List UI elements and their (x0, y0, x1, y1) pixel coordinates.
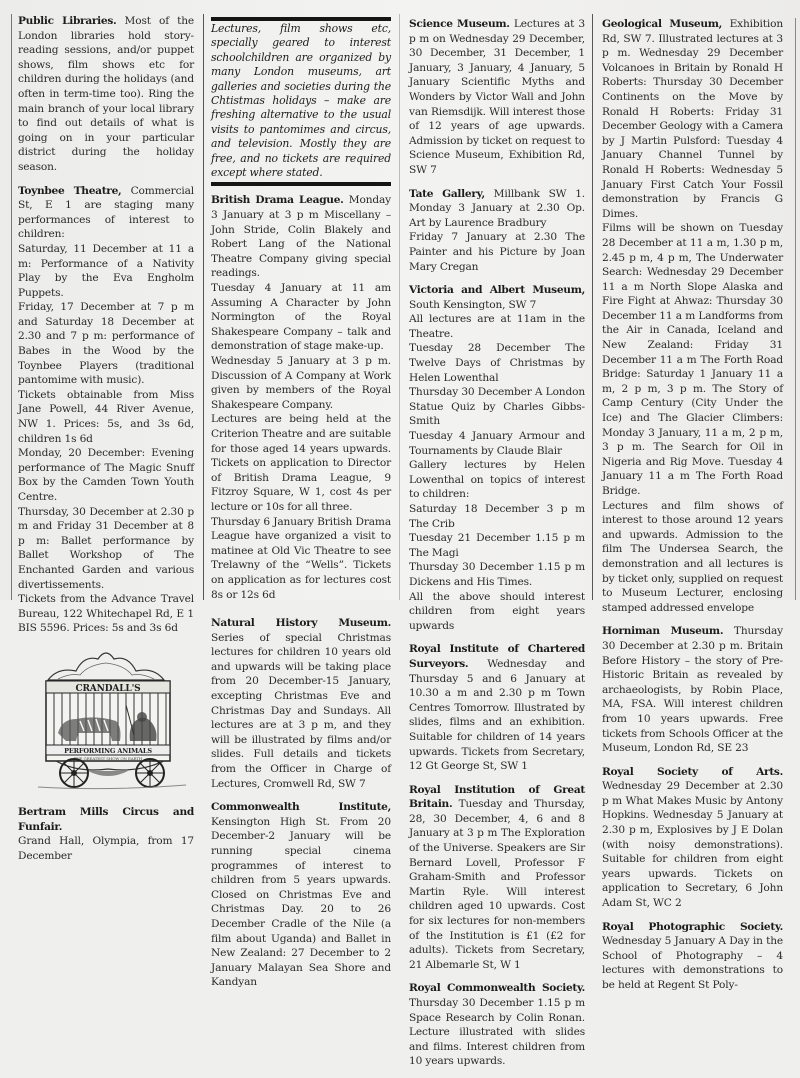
entry-royal-society-of-arts (602, 765, 783, 911)
entry-text: Grand Hall, Olympia, from 17 December (18, 835, 194, 862)
column-rule (11, 14, 12, 600)
entry-heading: Toynbee Theatre, (18, 184, 122, 197)
entry-text: Friday, 17 December at 7 p m and Saturday 18 December at 2.30 and 7 p m: performance of Babes in the Wood by the Toynbee Players (traditional pantomime with music). (18, 301, 194, 387)
column-rule (399, 14, 400, 600)
entry-text: Lectures at 3 p m on Wednesday 29 December, 30 December, 31 December, 1 January, 3 January, 4 January, 5 January Scientific Myths and Wonders by Victor Wall and John van Riemsdijk. Will interest those of 12 years of age upwards. Admission by ticket on request to Science Museum, Exhibition Rd, SW 7 (409, 18, 585, 176)
entry-text: Thursday 30 December A London Statue Quiz by Charles Gibbs-Smith (409, 386, 585, 428)
entry-text: South Kensington, SW 7 (409, 298, 537, 311)
entry-geological-museum (602, 17, 783, 615)
entry-science-museum (409, 17, 585, 178)
entry-royal-institute-chartered-surveyors (409, 642, 585, 773)
entry-text: Tuesday 4 January Armour and Tournaments by Claude Blair (409, 430, 585, 457)
column-4 (602, 17, 783, 1002)
entry-text: Exhibition Rd, SW 7. Illustrated lectures at 3 p m. Wednesday 29 December Volcanoes in Britain by Ronald H Roberts: Thursday 30 December Continents on the Move by Ronald H Roberts: Friday 31 December Geology with a Camera by J Martin Pulsford: Tuesday 4 January Channel Tunnel by Ronald H Roberts: Wednesday 5 January First Catch Your Fossil demonstration by Francis G Dimes. (602, 18, 783, 220)
entry-text: Friday 7 January at 2.30 The Painter and his Picture by Joan Mary Cregan (409, 231, 585, 273)
entry-text: All lectures are at 11am in the Theatre. (409, 313, 585, 340)
entry-heading: Victoria and Albert Museum, (409, 284, 585, 297)
entry-text: Tickets from the Advance Travel Bureau, 122 Whitechapel Rd, E 1 BIS 5596. Prices: 5s and 3s 6d (18, 593, 194, 635)
entry-text: Wednesday 5 January at 3 p m. Discussion of A Company at Work given by members of the Royal Shakespeare Company. (211, 355, 391, 411)
entry-text: Kensington High St. From 20 December-2 January will be running special cinema programmes of interest to children from 5 years upwards. Closed on Christmas Eve and Christmas Day. 20 to 26 December Cradle of the Nile (a film about Uganda) and Ballet in New Zealand: 27 December to 2 January Malayan Sea Shore and Kandyan (211, 815, 391, 989)
entry-text: Commercial St, E 1 are staging many performances of interest to children: (18, 184, 194, 241)
column-1 (18, 14, 194, 872)
entry-text: Wednesday 29 December at 2.30 p m What Makes Music by Antony Hopkins. Wednesday 5 January at 2.30 p m, Explosives by J E Dolan (with noisy demonstrations). Suitable for children from eight years upwards. Tickets on application to Secretary, 6 John Adam St, WC 2 (602, 780, 783, 910)
entry-text: Thursday, 30 December at 2.30 p m and Friday 31 December at 8 p m: Ballet performance by Ballet Workshop of The Enchanted Garden and various divertissements. (18, 505, 194, 591)
entry-heading: Royal Institute of Chartered Surveyors. (409, 643, 585, 670)
entry-heading: Science Museum. (409, 18, 510, 30)
entry-text: Tuesday and Thursday, 28, 30 December, 4, 6 and 8 January at 3 p m The Exploration of the Universe. Speakers are Sir Bernard Lovell, Professor F Graham-Smith and Professor Martin Ryle. Will interest children aged 10 upwards. Cost for six lectures for non-members of the Institution is £1 (£2 for adults). Tickets from Secretary, 21 Albemarle St, W 1 (409, 798, 585, 971)
entry-heading: Public Libraries. (18, 15, 117, 27)
entry-heading: Geological Museum, (602, 18, 723, 30)
entry-heading: Royal Commonwealth Society. (409, 982, 585, 995)
column-3 (409, 17, 585, 1078)
entry-text: Thursday 30 December at 2.30 p m. Britain Before History – the story of Pre-Historic Britain as revealed by archaeologists, by Robin Place, MA, FSA. Will interest children from 10 years upwards. Free tickets from Schools Officer at the Museum, London Rd, SE 23 (602, 625, 784, 755)
column-2 (211, 17, 391, 999)
entry-british-drama-league (211, 193, 391, 602)
entry-text: All the above should interest children from eight years upwards (409, 590, 585, 632)
entry-text: Saturday 18 December 3 p m The Crib (409, 503, 585, 530)
entry-heading: British Drama League. (211, 194, 344, 207)
entry-heading: Royal Photographic Society. (602, 920, 783, 933)
entry-text: Monday 3 January at 3 p m Miscellany – John Stride, Colin Blakely and Robert Lang of the National Theatre Company giving special readings. (211, 194, 391, 280)
entry-text: Films will be shown on Tuesday 28 December at 11 a m, 1.30 p m, 2.45 p m, 4 p m, The Underwater Search: Wednesday 29 December 11 a m North Slope Alaska and Fire Fight at Ahwaz: Thursday 30 December 11 a m Landforms from the Air in Canada, Iceland and New Zealand: Friday 31 December 11 a m The Forth Road Bridge: Saturday 1 January 11 a m, 2 p m, 3 p m. The Story of Camp Century (City Under the Ice) and The Glacier Climbers: Monday 3 January, 11 a m, 2 p m, 3 p m. The Search for Oil in Nigeria and Rig Move. Tuesday 4 January 11 a m The Forth Road Bridge. (602, 222, 783, 497)
entry-heading: Natural History Museum. (211, 617, 391, 630)
entry-text: Monday, 20 December: Evening performance of The Magic Snuff Box by the Camden Town Youth Centre. (18, 447, 194, 503)
entry-text: Series of special Christmas lectures for children 10 years old and upwards will be taking place from 20 December-15 January, excepting Christmas Eve and Christmas Day and Sundays. All lectures are at 3 p m, and they will be illustrated by films and/or slides. Full details and tickets from the Officer in Charge of Lectures, Cromwell Rd, SW 7 (211, 631, 391, 790)
entry-horniman-museum (602, 624, 783, 755)
entry-royal-commonwealth-society (409, 981, 585, 1069)
column-rule (795, 18, 796, 600)
entry-royal-institution-great-britain (409, 783, 585, 973)
entry-public-libraries (18, 14, 194, 175)
entry-text: Wednesday 5 January A Day in the School of Photography – 4 lectures with demonstrations to be held at Regent St Poly- (602, 935, 783, 991)
entry-text: Gallery lectures by Helen Lowenthal on topics of interest to children: (409, 459, 585, 501)
entry-text: Saturday, 11 December at 11 a m: Performance of a Nativity Play by the Eva Engholm Puppets. (18, 242, 194, 299)
entry-tate-gallery (409, 187, 585, 275)
circus-wagon-illustration (18, 645, 194, 793)
entry-heading: Bertram Mills Circus and Funfair. (18, 805, 194, 833)
entry-text: Thursday 30 December 1.15 p m Dickens and His Times. (409, 561, 585, 588)
entry-text: Tuesday 28 December The Twelve Days of Christmas by Helen Lowenthal (409, 342, 585, 384)
entry-text: Tuesday 21 December 1.15 p m The Magi (409, 532, 585, 559)
entry-text: Thursday 6 January British Drama League have organized a visit to matinee at Old Vic Theatre to see Trelawny of the “Wells”. Tickets on application as for lectures cost 8s or 12s 6d (211, 515, 391, 601)
entry-text: Wednesday and Thursday 5 and 6 January at 10.30 a m and 2.30 p m Town Centres Tomorrow. Illustrated by slides, films and an exhibition. Suitable for children of 14 years upwards. Tickets from Secretary, 12 Gt George St, SW 1 (409, 657, 586, 773)
entry-text: Most of the London libraries hold story-reading sessions, and/or puppet shows, film shows etc for children during the holidays (and often in term-time too). Ring the main branch of your local library to find out details of what is going on in your particular district during the holiday season. (18, 15, 194, 173)
column-rule (592, 14, 593, 600)
entry-text: Tuesday 4 January at 11 am Assuming A Character by John Normington of the Royal Shakespeare Company – talk and demonstration of stage make-up. (211, 282, 391, 353)
wagon-subtitle: PERFORMING ANIMALS (64, 746, 152, 755)
entry-text: Thursday 30 December 1.15 p m Space Research by Colin Ronan. Lecture illustrated with slides and films. Interest children from 10 years upwards. (409, 997, 585, 1068)
intro-box (211, 17, 391, 186)
entry-royal-photographic-society (602, 920, 783, 993)
entry-victoria-albert-museum (409, 283, 585, 633)
entry-heading: Tate Gallery, (409, 187, 485, 200)
entry-bertram-mills-circus (18, 805, 194, 863)
entry-text: Lectures and film shows of interest to those around 12 years and upwards. Admission to the film The Undersea Search, the demonstration and all lectures is by ticket only, supplied on request to Museum Lecturer, enclosing stamped addressed envelope (602, 499, 783, 614)
entry-heading: Royal Institution of Great Britain. (409, 783, 585, 811)
entry-heading: Horniman Museum. (602, 625, 724, 638)
entry-heading: Royal Society of Arts. (602, 765, 783, 778)
entry-natural-history-museum (211, 616, 391, 791)
entry-commonwealth-institute (211, 800, 391, 990)
entry-text: Millbank SW 1. Monday 3 January at 2.30 Op. Art by Laurence Bradbury (409, 187, 586, 229)
entry-toynbee-theatre (18, 184, 194, 636)
column-rule (203, 14, 204, 600)
entry-text: Tickets obtainable from Miss Jane Powell, 44 River Avenue, NW 1. Prices: 5s, and 3s 6d, children 1s 6d (18, 388, 194, 445)
wagon-tagline: THE GREATEST SHOW ON EARTH (73, 755, 143, 761)
intro-text: Lectures, film shows etc, specially geared to interest schoolchildren are organized by many London museums, art galleries and societies during the Chtistmas holidays – make are freshing alternative to the usual visits to pantomimes and circus, and television. Mostly they are free, and no tickets are required except where stated. (211, 22, 391, 180)
entry-text: Lectures are being held at the Criterion Theatre and are suitable for those aged 14 years upwards. Tickets on application to Director of British Drama League, 9 Fitzroy Square, W 1, cost 4s per lecture or 10s for all three. (211, 413, 391, 513)
wagon-title: CRANDALL'S (75, 683, 141, 694)
entry-heading: Commonwealth Institute, (211, 801, 391, 814)
